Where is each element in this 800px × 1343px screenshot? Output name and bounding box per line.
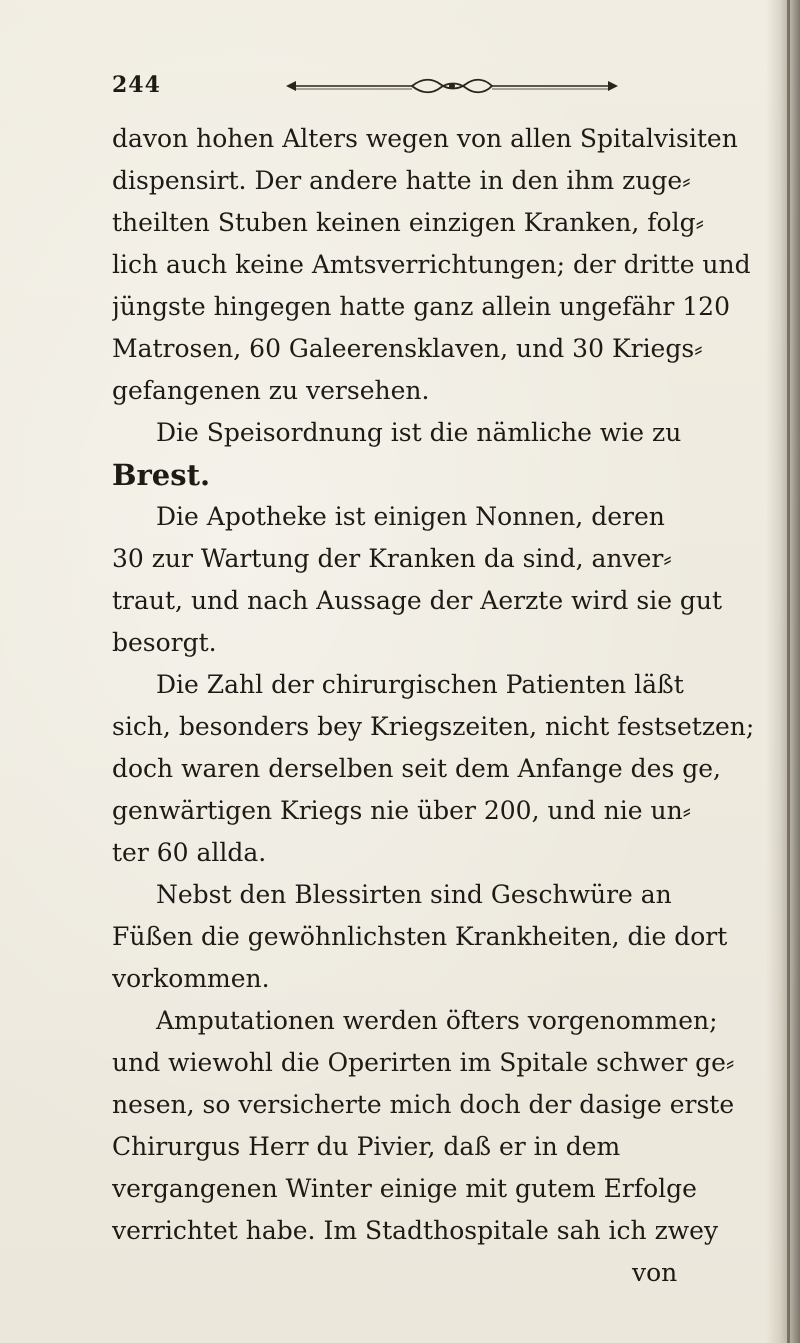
text-line: 30 zur Wartung der Kranken da sind, anver⸗ bbox=[112, 544, 672, 573]
header-ornament bbox=[282, 76, 622, 96]
text-line: Matrosen, 60 Galeerensklaven, und 30 Kriegs⸗ bbox=[112, 334, 703, 363]
text-line: Chirurgus Herr du Pivier, daß er in dem bbox=[112, 1132, 621, 1161]
text-line: gefangenen zu versehen. bbox=[112, 376, 430, 405]
text-line: theilten Stuben keinen einzigen Kranken, folg⸗ bbox=[112, 208, 704, 237]
binding-line bbox=[787, 0, 790, 1343]
catchword: von bbox=[632, 1258, 678, 1287]
text-line: Füßen die gewöhnlichsten Krankheiten, die dort bbox=[112, 922, 728, 951]
text-line: vorkommen. bbox=[112, 964, 270, 993]
text-line: und wiewohl die Operirten im Spitale schwer ge⸗ bbox=[112, 1048, 735, 1077]
body-text bbox=[112, 118, 764, 1294]
text-line: vergangenen Winter einige mit gutem Erfolge bbox=[112, 1174, 697, 1203]
text-line: Brest. bbox=[112, 458, 211, 492]
page-number: 244 bbox=[112, 72, 161, 98]
text-line: ter 60 allda. bbox=[112, 838, 267, 867]
page-header bbox=[112, 72, 752, 108]
text-line: jüngste hingegen hatte ganz allein ungefähr 120 bbox=[112, 292, 730, 321]
text-line: traut, und nach Aussage der Aerzte wird sie gut bbox=[112, 586, 723, 615]
text-line: genwärtigen Kriegs nie über 200, und nie un⸗ bbox=[112, 796, 692, 825]
text-line: sich, besonders bey Kriegszeiten, nicht festsetzen; bbox=[112, 712, 755, 741]
text-line: Die Speisordnung ist die nämliche wie zu bbox=[156, 418, 682, 447]
text-line: Amputationen werden öfters vorgenommen; bbox=[156, 1006, 718, 1035]
text-line: dispensirt. Der andere hatte in den ihm zuge⸗ bbox=[112, 166, 691, 195]
text-line: davon hohen Alters wegen von allen Spitalvisiten bbox=[112, 124, 738, 153]
text-line: Nebst den Blessirten sind Geschwüre an bbox=[156, 880, 672, 909]
text-line: nesen, so versicherte mich doch der dasige erste bbox=[112, 1090, 735, 1119]
text-line: lich auch keine Amtsverrichtungen; der dritte und bbox=[112, 250, 751, 279]
text-line: verrichtet habe. Im Stadthospitale sah ich zwey bbox=[112, 1216, 719, 1245]
text-line: Die Zahl der chirurgischen Patienten läßt bbox=[156, 670, 684, 699]
page-edge-shadow bbox=[766, 0, 800, 1343]
text-line: doch waren derselben seit dem Anfange des ge, bbox=[112, 754, 721, 783]
text-line: besorgt. bbox=[112, 628, 217, 657]
text-line: Die Apotheke ist einigen Nonnen, deren bbox=[156, 502, 665, 531]
